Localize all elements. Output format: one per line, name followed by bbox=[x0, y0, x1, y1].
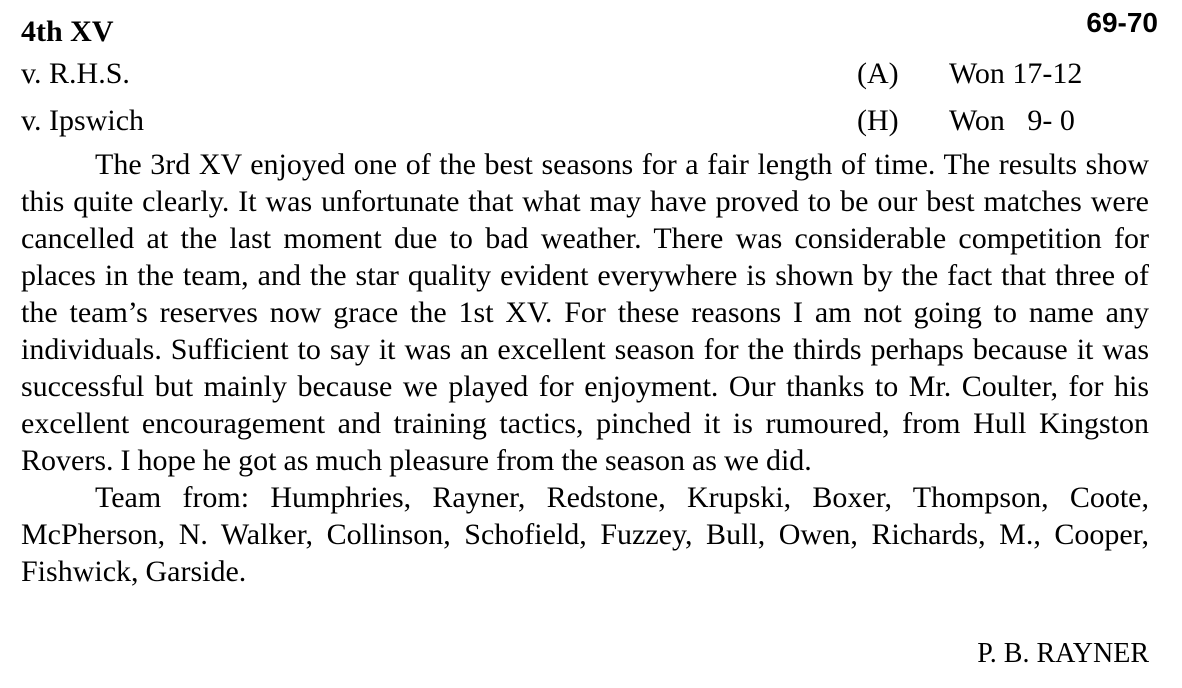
author-signature: P. B. RAYNER bbox=[977, 638, 1149, 669]
fixture-venue: (H) bbox=[857, 104, 899, 137]
match-report bbox=[21, 146, 1149, 590]
fixture-row bbox=[21, 54, 1151, 94]
report-paragraph: The 3rd XV enjoyed one of the best seasons for a fair length of time. The results show this quite clearly. It was unfortunate that what may have proved to be our best matches were cancelled at the last moment due to bad weather. There was considerable competition for places in the team, and the star quality evident everywhere is shown by the fact that three of the team’s reserves now grace the 1st XV. For these reasons I am not going to name any individuals. Sufficient to say it was an excellent season for the thirds perhaps because it was successful but mainly because we played for enjoyment. Our thanks to Mr. Coulter, for his excellent encouragement and training tactics, pinched it is rumoured, from Hull Kingston Rovers. I hope he got as much pleasure from the season as we did. bbox=[21, 148, 1149, 477]
fixture-result: Won 9- 0 bbox=[949, 104, 1075, 137]
fixture-venue: (A) bbox=[857, 57, 899, 90]
fixture-opponent: v. R.H.S. bbox=[21, 57, 130, 90]
fixture-result: Won 17-12 bbox=[949, 57, 1083, 90]
fixture-row bbox=[21, 101, 1151, 141]
page-number: 69-70 bbox=[1086, 7, 1158, 38]
section-title: 4th XV bbox=[21, 15, 114, 48]
team-list-paragraph: Team from: Humphries, Rayner, Redstone, Krupski, Boxer, Thompson, Coote, McPherson, N. Walker, Collinson, Schofield, Fuzzey, Bull, Owen, Richards, M., Cooper, Fishwick, Garside. bbox=[21, 481, 1149, 588]
fixture-opponent: v. Ipswich bbox=[21, 104, 145, 137]
